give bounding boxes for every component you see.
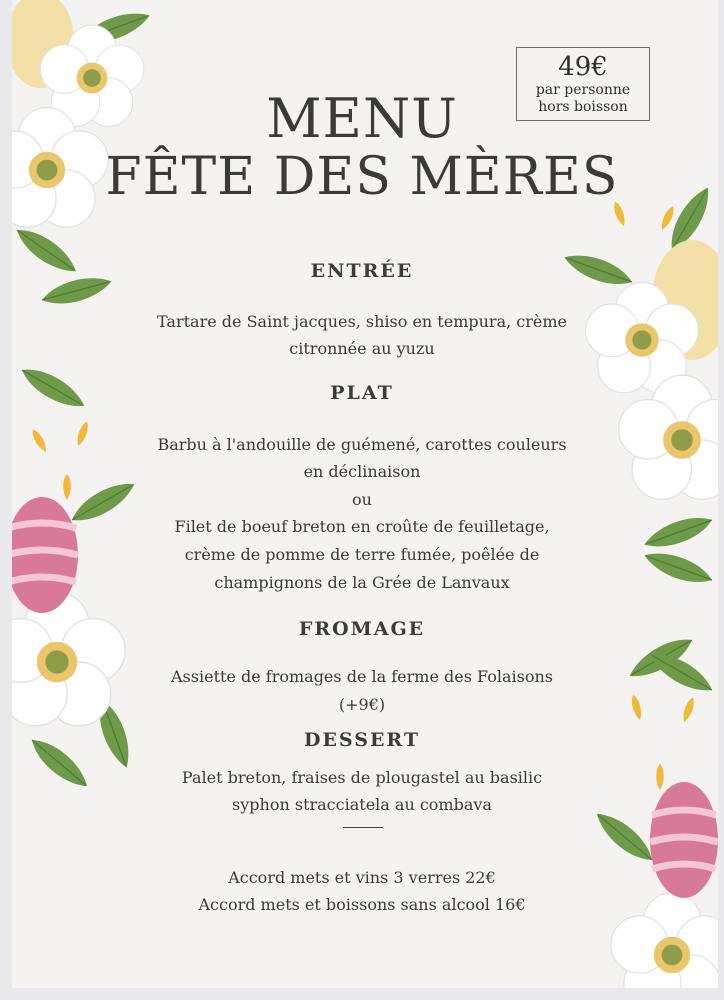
dessert-heading: DESSERT [303, 729, 421, 751]
soft-pairing: Accord mets et boissons sans alcool 16€ [198, 895, 526, 914]
menu-subtitle: FÊTE DES MÈRES [105, 147, 619, 207]
fromage-heading: FROMAGE [298, 618, 426, 640]
dessert-line-2: syphon stracciatela au combava [232, 795, 492, 814]
easter-egg-icon-right [650, 782, 718, 898]
menu-card [12, 0, 718, 988]
plat-heading: PLAT [330, 382, 394, 404]
entree-line-1: Tartare de Saint jacques, shiso en tempura, crème [157, 312, 567, 331]
price-amount: 49€ [558, 52, 608, 82]
dessert-line-1: Palet breton, fraises de plougastel au basilic [181, 768, 543, 787]
plat-line-5: champignons de la Grée de Lanvaux [214, 573, 510, 592]
yellow-bud-icon [30, 420, 91, 500]
plat-line-4: crème de pomme de terre fumée, poêlée de [184, 545, 540, 564]
plat-line-2: en déclinaison [303, 462, 421, 481]
plat-or: ou [352, 490, 372, 509]
entree-heading: ENTRÉE [310, 260, 414, 282]
fromage-line-2: (+9€) [338, 695, 386, 714]
price-drinks-excluded: hors boisson [538, 99, 628, 115]
price-per-person: par personne [535, 82, 631, 98]
menu-title: MENU [266, 87, 458, 150]
wine-pairing: Accord mets et vins 3 verres 22€ [228, 868, 496, 887]
divider-rule [343, 827, 383, 828]
plat-line-1: Barbu à l'andouille de guémené, carottes couleurs [157, 435, 567, 454]
plat-line-3: Filet de boeuf breton en croûte de feuilletage, [174, 517, 550, 536]
fromage-line-1: Assiette de fromages de la ferme des Folaisons [171, 667, 553, 686]
entree-line-2: citronnée au yuzu [289, 339, 435, 358]
